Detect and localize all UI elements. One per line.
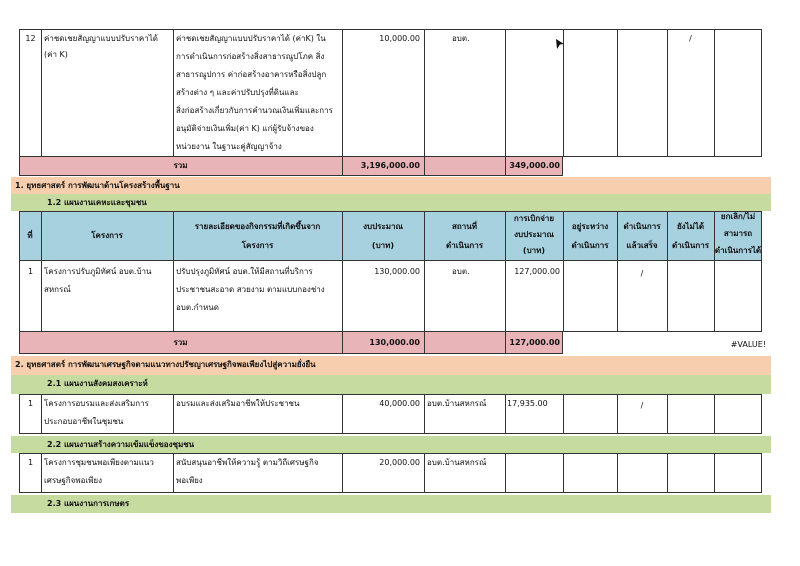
header-notyet-l1: ยังไม่ได้ <box>676 222 705 231</box>
rowA-mark: / <box>640 269 644 278</box>
col-sep <box>424 29 425 157</box>
col-sep <box>342 261 343 332</box>
header-cancel-l1: ยกเลิก/ไม่ <box>720 212 756 221</box>
rowB-project-l2: ประกอบอาชีพในชุมชน <box>44 417 124 426</box>
col-sep <box>173 453 174 493</box>
col-sep <box>424 394 425 434</box>
header-project: โครงการ <box>91 231 123 240</box>
total2-budget: 130,000.00 <box>369 338 420 347</box>
total1-spent: 349,000.00 <box>509 161 560 170</box>
col-sep <box>424 453 425 493</box>
header-notyet-l2: ดำเนินการ <box>672 241 709 250</box>
row12-mark: / <box>689 34 692 43</box>
row12-detail-l6: อนุมัติจ่ายเงินเพิ่ม(ค่า K) แก่ผู้รับจ้างของ <box>176 124 314 133</box>
col-sep <box>173 29 174 157</box>
col-sep <box>505 29 506 157</box>
col-sep <box>667 453 668 493</box>
header-spent-l2: งบประมาณ <box>514 230 554 239</box>
col-sep <box>563 394 564 434</box>
col-sep <box>342 453 343 493</box>
header-done-l1: ดำเนินการ <box>623 222 661 231</box>
col-sep <box>667 29 668 157</box>
rowA-budget: 130,000.00 <box>374 267 420 276</box>
header-detail-l1: รายละเอียดของกิจกรรมที่เกิดขึ้นจาก <box>194 222 321 231</box>
col-sep <box>667 261 668 332</box>
rowC-place: อบต.บ้านสหกรณ์ <box>427 458 487 467</box>
total1-budget: 3,196,000.00 <box>360 161 420 170</box>
rowB-no: 1 <box>27 399 34 408</box>
col-sep <box>41 261 42 332</box>
rowA-detail-l3: อบต.กำหนด <box>176 303 219 312</box>
rowA-detail-l2: ประชาชนสะอาด สวยงาม ตามแบบกองช่าง <box>176 285 325 294</box>
row12-project-l1: ค่าชดเชยสัญญาแบบปรับราคาได้ <box>44 34 158 43</box>
header-spent-l1: การเบิกจ่าย <box>513 214 555 223</box>
total2-spent: 127,000.00 <box>509 338 560 347</box>
col-sep <box>667 394 668 434</box>
col-sep <box>714 261 715 332</box>
col-sep <box>342 332 343 354</box>
rowB-mark: / <box>640 401 644 410</box>
row12-budget: 10,000.00 <box>379 34 420 43</box>
col-sep <box>342 29 343 157</box>
rowB-spent: 17,935.00 <box>507 399 548 408</box>
col-sep <box>505 261 506 332</box>
col-sep <box>714 394 715 434</box>
row12-project-l2: (ค่า K) <box>44 50 68 59</box>
col-sep <box>505 394 506 434</box>
rowC-budget: 20,000.00 <box>379 458 420 467</box>
header-spent-l3: (บาท) <box>522 246 546 255</box>
row12-no: 12 <box>25 34 36 43</box>
header-place-l2: ดำเนินการ <box>446 241 483 250</box>
plan12-title: 1.2 แผนงานเคหะและชุมชน <box>47 198 147 207</box>
rowC-no: 1 <box>27 458 34 467</box>
rowA-project-l2: สหกรณ์ <box>44 285 71 294</box>
rowC-project-l2: เศรษฐกิจพอเพียง <box>44 476 103 485</box>
col-sep <box>424 261 425 332</box>
header-inprogress-l1: อยู่ระหว่าง <box>571 222 609 231</box>
col-sep <box>424 332 425 354</box>
row12-place: อบต. <box>452 34 470 43</box>
col-sep <box>41 394 42 434</box>
col-sep <box>505 453 506 493</box>
header-cancel-l3: ดำเนินการได้ <box>714 246 762 255</box>
plan21-title: 2.1 แผนงานสังคมสงเคราะห์ <box>47 379 148 388</box>
col-sep <box>714 453 715 493</box>
col-sep <box>41 453 42 493</box>
col-sep <box>424 157 425 176</box>
rowC-detail-l1: สนับสนุนอาชีพให้ความรู้ ตามวิถีเศรษฐกิจ <box>176 458 319 467</box>
row12-detail-l1: ค่าชดเชยสัญญาแบบปรับราคาได้ (ค่าK) ใน <box>176 34 326 43</box>
header-inprogress-l2: ดำเนินการ <box>571 241 609 250</box>
rowA-spent: 127,000.00 <box>514 267 560 276</box>
rowA-place: อบต. <box>452 267 470 276</box>
header-place-l1: สถานที่ <box>452 222 477 231</box>
col-sep <box>617 29 618 157</box>
col-sep <box>173 261 174 332</box>
col-sep <box>173 394 174 434</box>
plan22-title: 2.2 แผนงานสร้างความเข้มแข็งของชุมชน <box>47 440 195 449</box>
row12-detail-l3: สาธารณูปการ ค่าก่อสร้างอาคารหรือสิ่งปลูก <box>176 70 327 79</box>
cursor-icon <box>555 38 565 50</box>
total2-label: รวม <box>173 338 188 347</box>
rowA-no: 1 <box>27 267 34 276</box>
header-detail-l2: โครงการ <box>241 241 274 250</box>
header-done-l2: แล้วเสร็จ <box>626 241 658 250</box>
plan23-title: 2.3 แผนงานการเกษตร <box>47 499 130 508</box>
rowB-place: อบต.บ้านสหกรณ์ <box>427 399 487 408</box>
rowB-budget: 40,000.00 <box>379 399 420 408</box>
total2-error: #VALUE! <box>730 340 766 349</box>
row12-detail-l4: สร้างต่าง ๆ และค่าปรับปรุงที่ดินและ <box>176 88 299 97</box>
rowB-detail-l1: อบรมและส่งเสริมอาชีพให้ประชาชน <box>176 399 300 408</box>
col-sep <box>505 332 506 354</box>
header-cancel-l2: สามารถ <box>723 229 753 238</box>
row12-detail-l2: การดำเนินการก่อสร้างสิ่งสาธารณูปโภค สิ่ง <box>176 52 325 61</box>
strategy2-title: 2. ยุทธศาสตร์ การพัฒนาเศรษฐกิจตามแนวทางปรัชญาเศรษฐกิจพอเพียงไปสู่ความยั่งยืน <box>15 360 316 369</box>
row12-detail-l7: หน่วยงาน ในฐานะคู่สัญญาจ้าง <box>176 142 282 151</box>
total1-label: รวม <box>173 161 188 170</box>
col-sep <box>563 261 564 332</box>
col-sep <box>617 453 618 493</box>
col-sep <box>41 29 42 157</box>
rowC-detail-l2: พอเพียง <box>176 476 203 485</box>
row12 <box>19 29 762 157</box>
rowB-project-l1: โครงการอบรมและส่งเสริมการ <box>44 399 149 408</box>
col-sep <box>714 29 715 157</box>
strategy1-title: 1. ยุทธศาสตร์ การพัฒนาด้านโครงสร้างพื้นฐาน <box>15 181 180 190</box>
header-budget-l1: งบประมาณ <box>363 222 403 231</box>
col-sep <box>342 394 343 434</box>
rowC-project-l1: โครงการชุมชนพอเพียงตามแนว <box>44 458 154 467</box>
rowA-project-l1: โครงการปรับภูมิทัศน์ อบต.บ้าน <box>44 267 152 276</box>
col-sep <box>563 453 564 493</box>
row12-detail-l5: สิ่งก่อสร้างเกี่ยวกับการคำนวณเงินเพิ่มและการ <box>176 106 333 115</box>
header-no: ที่ <box>27 231 33 240</box>
col-sep <box>505 157 506 176</box>
col-sep <box>342 157 343 176</box>
rowA-detail-l1: ปรับปรุงภูมิทัศน์ อบต.ให้มีสถานที่บริการ <box>176 267 313 276</box>
header-budget-l2: (บาท) <box>371 241 395 250</box>
